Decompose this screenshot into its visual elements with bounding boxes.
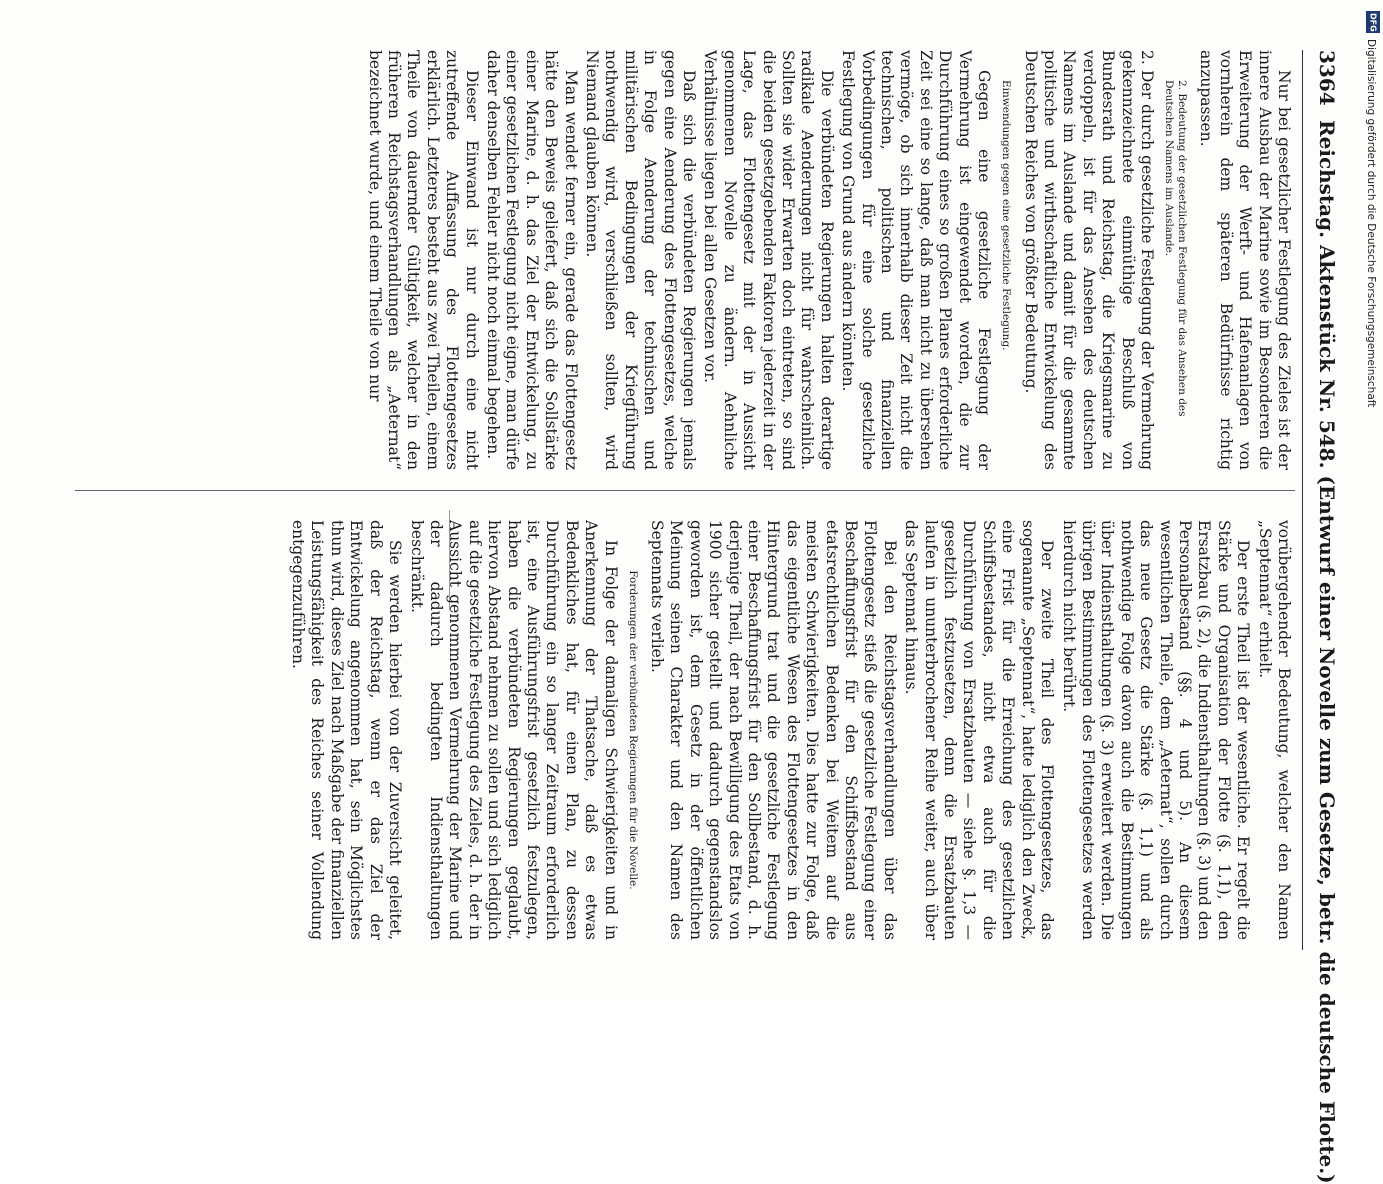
- paragraph: Der zweite Theil des Flottengesetzes, das sogenannte „Septennat“, hatte lediglich den Zweck, eine Frist für die Erreichung des gesetzlichen Schiffsbestandes, nicht etwa auch für die Durchführung von Ersatzbauten — siehe §. 1,3 — gesetzlich festzusetzen, denn die Ersatzbauten laufen in ununterbrochener Reihe weiter, auch über das Septennat hinaus.: [902, 520, 1057, 940]
- running-title: Reichstag. Aktenstück Nr. 548. (Entwurf einer Novelle zum Gesetze, betr. die deutsche Flotte.): [1315, 120, 1339, 1184]
- paragraph: vorübergehender Bedeutung, welcher den Namen „Septennat“ erhielt.: [1255, 520, 1293, 940]
- item-number: 2.: [1137, 50, 1156, 65]
- digitization-credit: Digitalisierung gefördert durch die Deutsche Forschungsgemeinschaft: [1365, 39, 1377, 408]
- paragraph: Die verbündeten Regierungen halten derartige radikale Aenderungen nicht für wahrscheinlich. Sollten sie wider Erwarten doch eintreten, so sind die beiden gesetzgebenden Faktoren jederzeit in der Lage, das Flottengesetz mit der in Aussicht genommenen Novelle zu ändern. Aehnliche Verhältnisse liegen bei allen Gesetzen vor.: [701, 50, 836, 470]
- dfg-credit-strip: [1362, 5, 1383, 995]
- paragraph: Daß sich die verbündeten Regierungen jemals gegen eine Aenderung des Flottengesetzes, welche in Folge Aenderung der technischen und militärischen Bedingungen der Kriegführung nothwendig wird, verschließen sollten, wird Niemand glauben können.: [583, 50, 699, 470]
- marginal-heading: 2. Bedeutung der gesetzlichen Festlegung für das Ansehen des Deutschen Namens im Auslande.: [1162, 80, 1188, 417]
- paragraph: Der erste Theil ist der wesentliche. Er regelt die Stärke und Organisation der Flotte (§. 1,1), den Ersatzbau (§. 2), die Indiensthaltungen (§. 3) und den Personalbestand (§§. 4 und 5). An diesem wesentlichen Theile, dem „Aeternat“, sollen durch das neue Gesetz die Stärke (§. 1,1) und als nothwendige Folge davon auch die Bestimmungen über Indiensthaltungen (§. 3) erweitert werden. Die übrigen Bestimmungen des Flottengesetzes werden hierdurch nicht berührt.: [1059, 520, 1253, 940]
- marginal-heading: Forderungen der verbündeten Regierungen für die Novelle.: [626, 570, 639, 890]
- dfg-logo: DFG: [1366, 11, 1380, 33]
- marginal-heading: Einwendungen gegen eine gesetzliche Festlegung.: [1000, 80, 1013, 351]
- paragraph: Gegen eine gesetzliche Festlegung der Vermehrung ist eingewendet worden, die zur Durchführung eines so großen Planes erforderliche Zeit sei eine so lange, daß man nicht zu übersehen vermöge, ob sich innerhalb dieser Zeit nicht die technischen, politischen und finanziellen Vorbedingungen für eine solche gesetzliche Festlegung von Grund aus ändern könnten.: [839, 50, 994, 470]
- paragraph: Bei den Reichstagsverhandlungen über das Flottengesetz stieß die gesetzliche Festlegung einer Beschaffungsfrist für den Schiffsbestand aus etatsrechtlichen Bedenken bei Weitem auf die meisten Schwierigkeiten. Dies hatte zur Folge, daß das eigentliche Wesen des Flottengesetzes in den Hintergrund trat und die gesetzliche Festlegung einer Beschaffungsfrist für den Sollbestand, d. h. derjenige Theil, der nach Bewilligung des Etats von 1900 sicher gestellt und dadurch gegenstandslos geworden ist, dem Gesetz in der öffentlichen Meinung seinen Charakter und den Namen des Septennats verlieh.: [648, 520, 899, 940]
- left-text-column: [63, 50, 1293, 470]
- item-text: Der durch gesetzliche Festlegung der Vermehrung gekennzeichnete einmüthige Beschluß von Bundesrath und Reichstag, die Kriegsmarine zu verdoppeln, ist für das Ansehen des deutschen Namens im Auslande und damit für die gesammte politische und wirthschaftliche Entwickelung des Deutschen Reiches von größter Bedeutung.: [1021, 50, 1156, 470]
- paragraph: Nur bei gesetzlicher Festlegung des Zieles ist der innere Ausbau der Marine sowie im Besonderen die Erweiterung der Werft- und Hafenanlagen von vornherein dem späteren Bedürfnisse richtig anzupassen.: [1197, 50, 1293, 470]
- rotated-document-page: [15, 50, 1355, 1184]
- right-text-column: [63, 520, 1293, 940]
- page-number: 3364: [1315, 50, 1339, 106]
- paragraph: Sie werden hierbei von der Zuversicht geleitet, daß der Reichstag, wenn er das Ziel der Entwickelung angenommen hat, sein Möglichstes thun wird, dieses Ziel nach Maßgabe der finanziellen Leistungsfähigkeit des Reiches seiner Vollendung entgegenzuführen.: [289, 520, 405, 940]
- paragraph: Man wendet ferner ein, gerade das Flottengesetz hätte den Beweis geliefert, daß sich die Sollstärke einer Marine, d. h. das Ziel der Entwickelung, zu einer gesetzlichen Festlegung nicht eigne, man dürfe daher denselben Fehler nicht noch einmal begehen.: [483, 50, 580, 470]
- page-header: [1305, 50, 1345, 1184]
- paragraph: Dieser Einwand ist nur durch eine nicht zutreffende Auffassung des Flottengesetzes erklärlich. Letzteres besteht aus zwei Theilen, einem Theile von dauernder Gültigkeit, welcher in den früheren Reichstagsverhandlungen als „Aeternat“ bezeichnet wurde, und einem Theile von nur: [365, 50, 481, 470]
- column-separator: [75, 490, 1295, 491]
- header-rule: [1302, 50, 1303, 950]
- paragraph: In Folge der damaligen Schwierigkeiten und in Anerkennung der Thatsache, daß es etwas Bedenkliches hat, für einen Plan, zu dessen Durchführung ein so langer Zeitraum erforderlich ist, eine Ausführungsfrist gesetzlich festzulegen, haben die verbündeten Regierungen geglaubt, hiervon Abstand nehmen zu sollen und sich lediglich auf die gesetzliche Festlegung des Zieles, d. h. der in Aussicht genommenen Vermehrung der Marine und der dadurch bedingten Indiensthaltungen beschränkt.: [407, 520, 620, 940]
- numbered-paragraph: [1020, 50, 1156, 470]
